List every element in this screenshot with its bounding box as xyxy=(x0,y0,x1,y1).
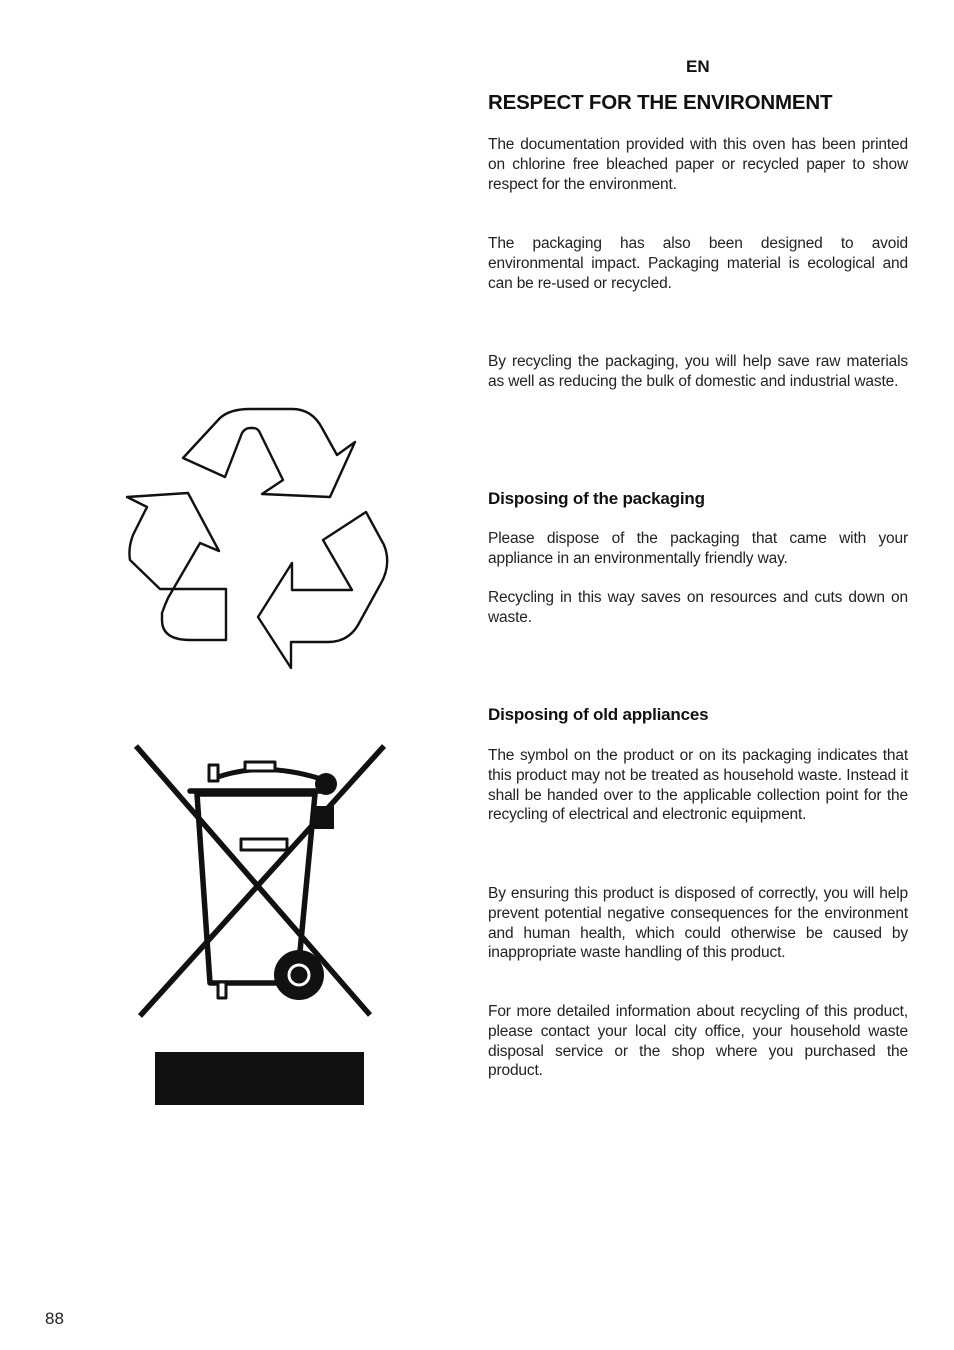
appliances-paragraph-3: For more detailed information about recycling of this product, please contact your local city office, your household waste disposal service or the shop where you purchased the product. xyxy=(488,1003,908,1080)
intro-paragraph-1: The documentation provided with this oven has been printed on chlorine free bleached paper or recycled paper to show respect for the environment. xyxy=(488,136,908,193)
appliances-paragraph-2: By ensuring this product is disposed of correctly, you will help prevent potential negative consequences for the environment and human health, which could otherwise be caused by inappropriate waste handling of this product. xyxy=(488,885,908,962)
packaging-paragraph-1: Please dispose of the packaging that came with your appliance in an environmentally friendly way. xyxy=(488,530,908,567)
packaging-heading: Disposing of the packaging xyxy=(488,489,705,508)
recycle-icon xyxy=(100,395,420,685)
crossed-out-bin-icon xyxy=(130,740,390,1025)
page-number: 88 xyxy=(45,1309,64,1328)
packaging-paragraph-2: Recycling in this way saves on resources and cuts down on waste. xyxy=(488,589,908,626)
language-code: EN xyxy=(686,57,710,76)
intro-paragraph-3: By recycling the packaging, you will help save raw materials as well as reducing the bulk of domestic and industrial waste. xyxy=(488,353,908,390)
weee-black-bar xyxy=(155,1052,364,1105)
page-title: RESPECT FOR THE ENVIRONMENT xyxy=(488,91,833,114)
appliances-heading: Disposing of old appliances xyxy=(488,705,709,724)
appliances-paragraph-1: The symbol on the product or on its packaging indicates that this product may not be treated as household waste. Instead it shall be handed over to the applicable collection point for the recycling of electrical and electronic equipment. xyxy=(488,747,908,824)
intro-paragraph-2: The packaging has also been designed to avoid environmental impact. Packaging material is ecological and can be re-used or recycled. xyxy=(488,235,908,292)
